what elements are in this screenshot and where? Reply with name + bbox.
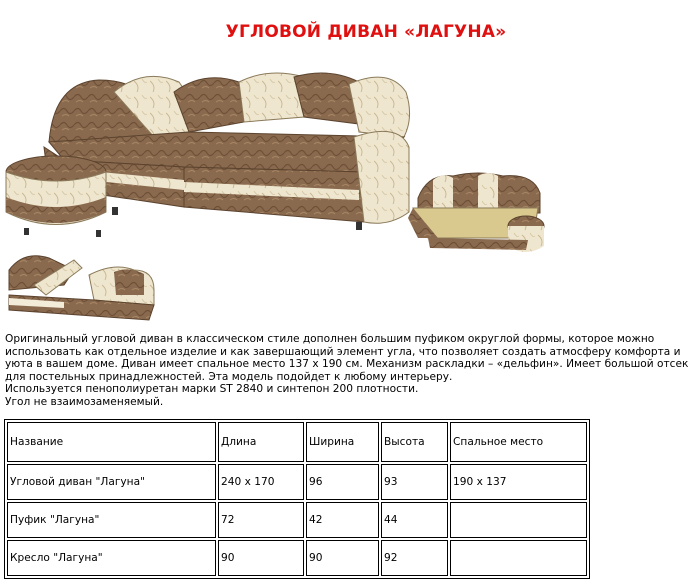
header-width: Ширина	[306, 422, 379, 462]
sofa-main-photo	[4, 62, 414, 252]
description-paragraph: Оригинальный угловой диван в классическом стиле дополнен большим пуфиком округлой формы, которое можно использовать как отдельное изделие и как завершающий элемент угла, что позволяет создать атмосферу комфорта и уюта в вашем доме. Диван имеет спальное место 137 х 190 см. Механизм раскладки – «дельфин». Имеет большой отсек для постельных принадлежностей. Эта модель подойдет к любому интерьеру.	[5, 333, 689, 383]
cell-height: 92	[381, 540, 448, 576]
specs-table	[4, 419, 590, 579]
table-row	[7, 502, 587, 538]
cell-length: 72	[218, 502, 304, 538]
page-title: УГЛОВОЙ ДИВАН «ЛАГУНА»	[225, 22, 507, 42]
sofa-unfolded-photo	[408, 168, 548, 258]
header-sleeping-place: Спальное место	[450, 422, 587, 462]
header-name: Название	[7, 422, 216, 462]
description-corner-note: Угол не взаимозаменяемый.	[5, 395, 164, 408]
product-description	[5, 333, 690, 409]
cell-height: 44	[381, 502, 448, 538]
sofa-storage-photo	[4, 250, 156, 330]
cell-name: Пуфик "Лагуна"	[7, 502, 216, 538]
cell-name: Угловой диван "Лагуна"	[7, 464, 216, 500]
table-row	[7, 464, 587, 500]
cell-height: 93	[381, 464, 448, 500]
header-length: Длина	[218, 422, 304, 462]
cell-width: 90	[306, 540, 379, 576]
header-height: Высота	[381, 422, 448, 462]
cell-name: Кресло "Лагуна"	[7, 540, 216, 576]
cell-width: 96	[306, 464, 379, 500]
cell-sleeping-place: 190 х 137	[450, 464, 587, 500]
table-row	[7, 540, 587, 576]
cell-length: 240 х 170	[218, 464, 304, 500]
description-materials: Используется пенополиуретан марки ST 2840 и синтепон 200 плотности.	[5, 383, 419, 396]
cell-sleeping-place	[450, 540, 587, 576]
table-header-row	[7, 422, 587, 462]
cell-width: 42	[306, 502, 379, 538]
cell-length: 90	[218, 540, 304, 576]
cell-sleeping-place	[450, 502, 587, 538]
